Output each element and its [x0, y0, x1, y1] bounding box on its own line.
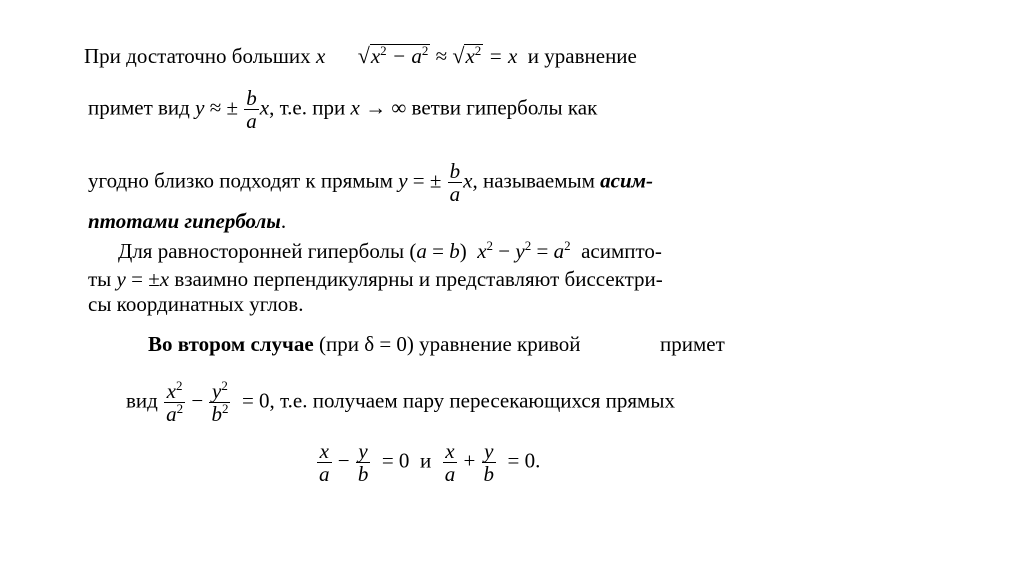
text-line-3: угодно близко подходят к прямым y = ± $\frac{b}{a}$ x, называемым асим-	[88, 159, 654, 206]
fraction-y-over-b-1: $\frac{y}{b}$	[357, 439, 369, 486]
line1-text-a: При достаточно больших	[84, 44, 316, 68]
text-line-10: $\frac{x}{a}$ − $\frac{y}{b}$ = 0 и $\frac{x}{a}$ + $\frac{y}{b}$ = 0.	[319, 439, 541, 486]
text-line-7: сы координатных углов.	[88, 292, 304, 316]
equals-x: = x	[483, 44, 518, 68]
sqrt-sign-1: √	[357, 43, 370, 68]
term-asymptotes: асим-	[600, 168, 654, 193]
text-line-8-end: примет	[660, 332, 725, 356]
text-line-9: вид $\frac{x^2}{a^2}$ − $\frac{y^2}{b^2}$ = 0, т.е. получаем пару пересекающихся прямых	[126, 378, 675, 426]
text-line-1	[84, 44, 637, 68]
sqrt-sign-2: √	[452, 43, 465, 68]
line5-text-a: Для равносторонней гиперболы (	[118, 239, 417, 263]
sqrt-content-2: $x^2$	[465, 43, 482, 68]
approx-sign: ≈	[430, 44, 453, 68]
text-line-6: ты y = ±x взаимно перпендикулярны и представляют биссектри-	[88, 267, 663, 291]
term-asymptotes-end: птотами гиперболы	[88, 209, 281, 233]
text-line-8: Во втором случае (при δ = 0) уравнение кривой	[148, 332, 581, 356]
text-line-2: примет вид y ≈ ± $\frac{b}{a}$ x, т.е. при x → ∞ ветви гиперболы как	[88, 86, 598, 133]
fraction-x2-over-a2: $\frac{x^2}{a^2}$	[166, 378, 184, 426]
line1-text-b: и уравнение	[517, 44, 637, 68]
sqrt-content-1: $x^2 - a^2$	[370, 43, 429, 68]
line2-text-a: примет вид	[88, 95, 196, 120]
fraction-y2-over-b2: $\frac{y^2}{b^2}$	[211, 378, 229, 426]
text-line-4: птотами гиперболы.	[88, 209, 287, 233]
fraction-x-over-a-1: $\frac{x}{a}$	[319, 439, 330, 486]
bold-heading-second-case: Во втором случае	[148, 332, 314, 356]
fraction-b-over-a-2: $\frac{b}{a}$	[449, 159, 461, 206]
arrow-infinity: → ∞	[359, 95, 407, 120]
fraction-y-over-b-2: $\frac{y}{b}$	[483, 439, 495, 486]
fraction-x-over-a-2: $\frac{x}{a}$	[444, 439, 456, 486]
text-line-5: Для равносторонней гиперболы (a = b) $x^2 - y^2 = a^2$ асимпто-	[118, 238, 662, 263]
line3-text-a: угодно близко подходят к прямым	[88, 168, 399, 193]
var-x: x	[315, 44, 326, 68]
fraction-b-over-a-1: $\frac{b}{a}$	[246, 86, 257, 133]
